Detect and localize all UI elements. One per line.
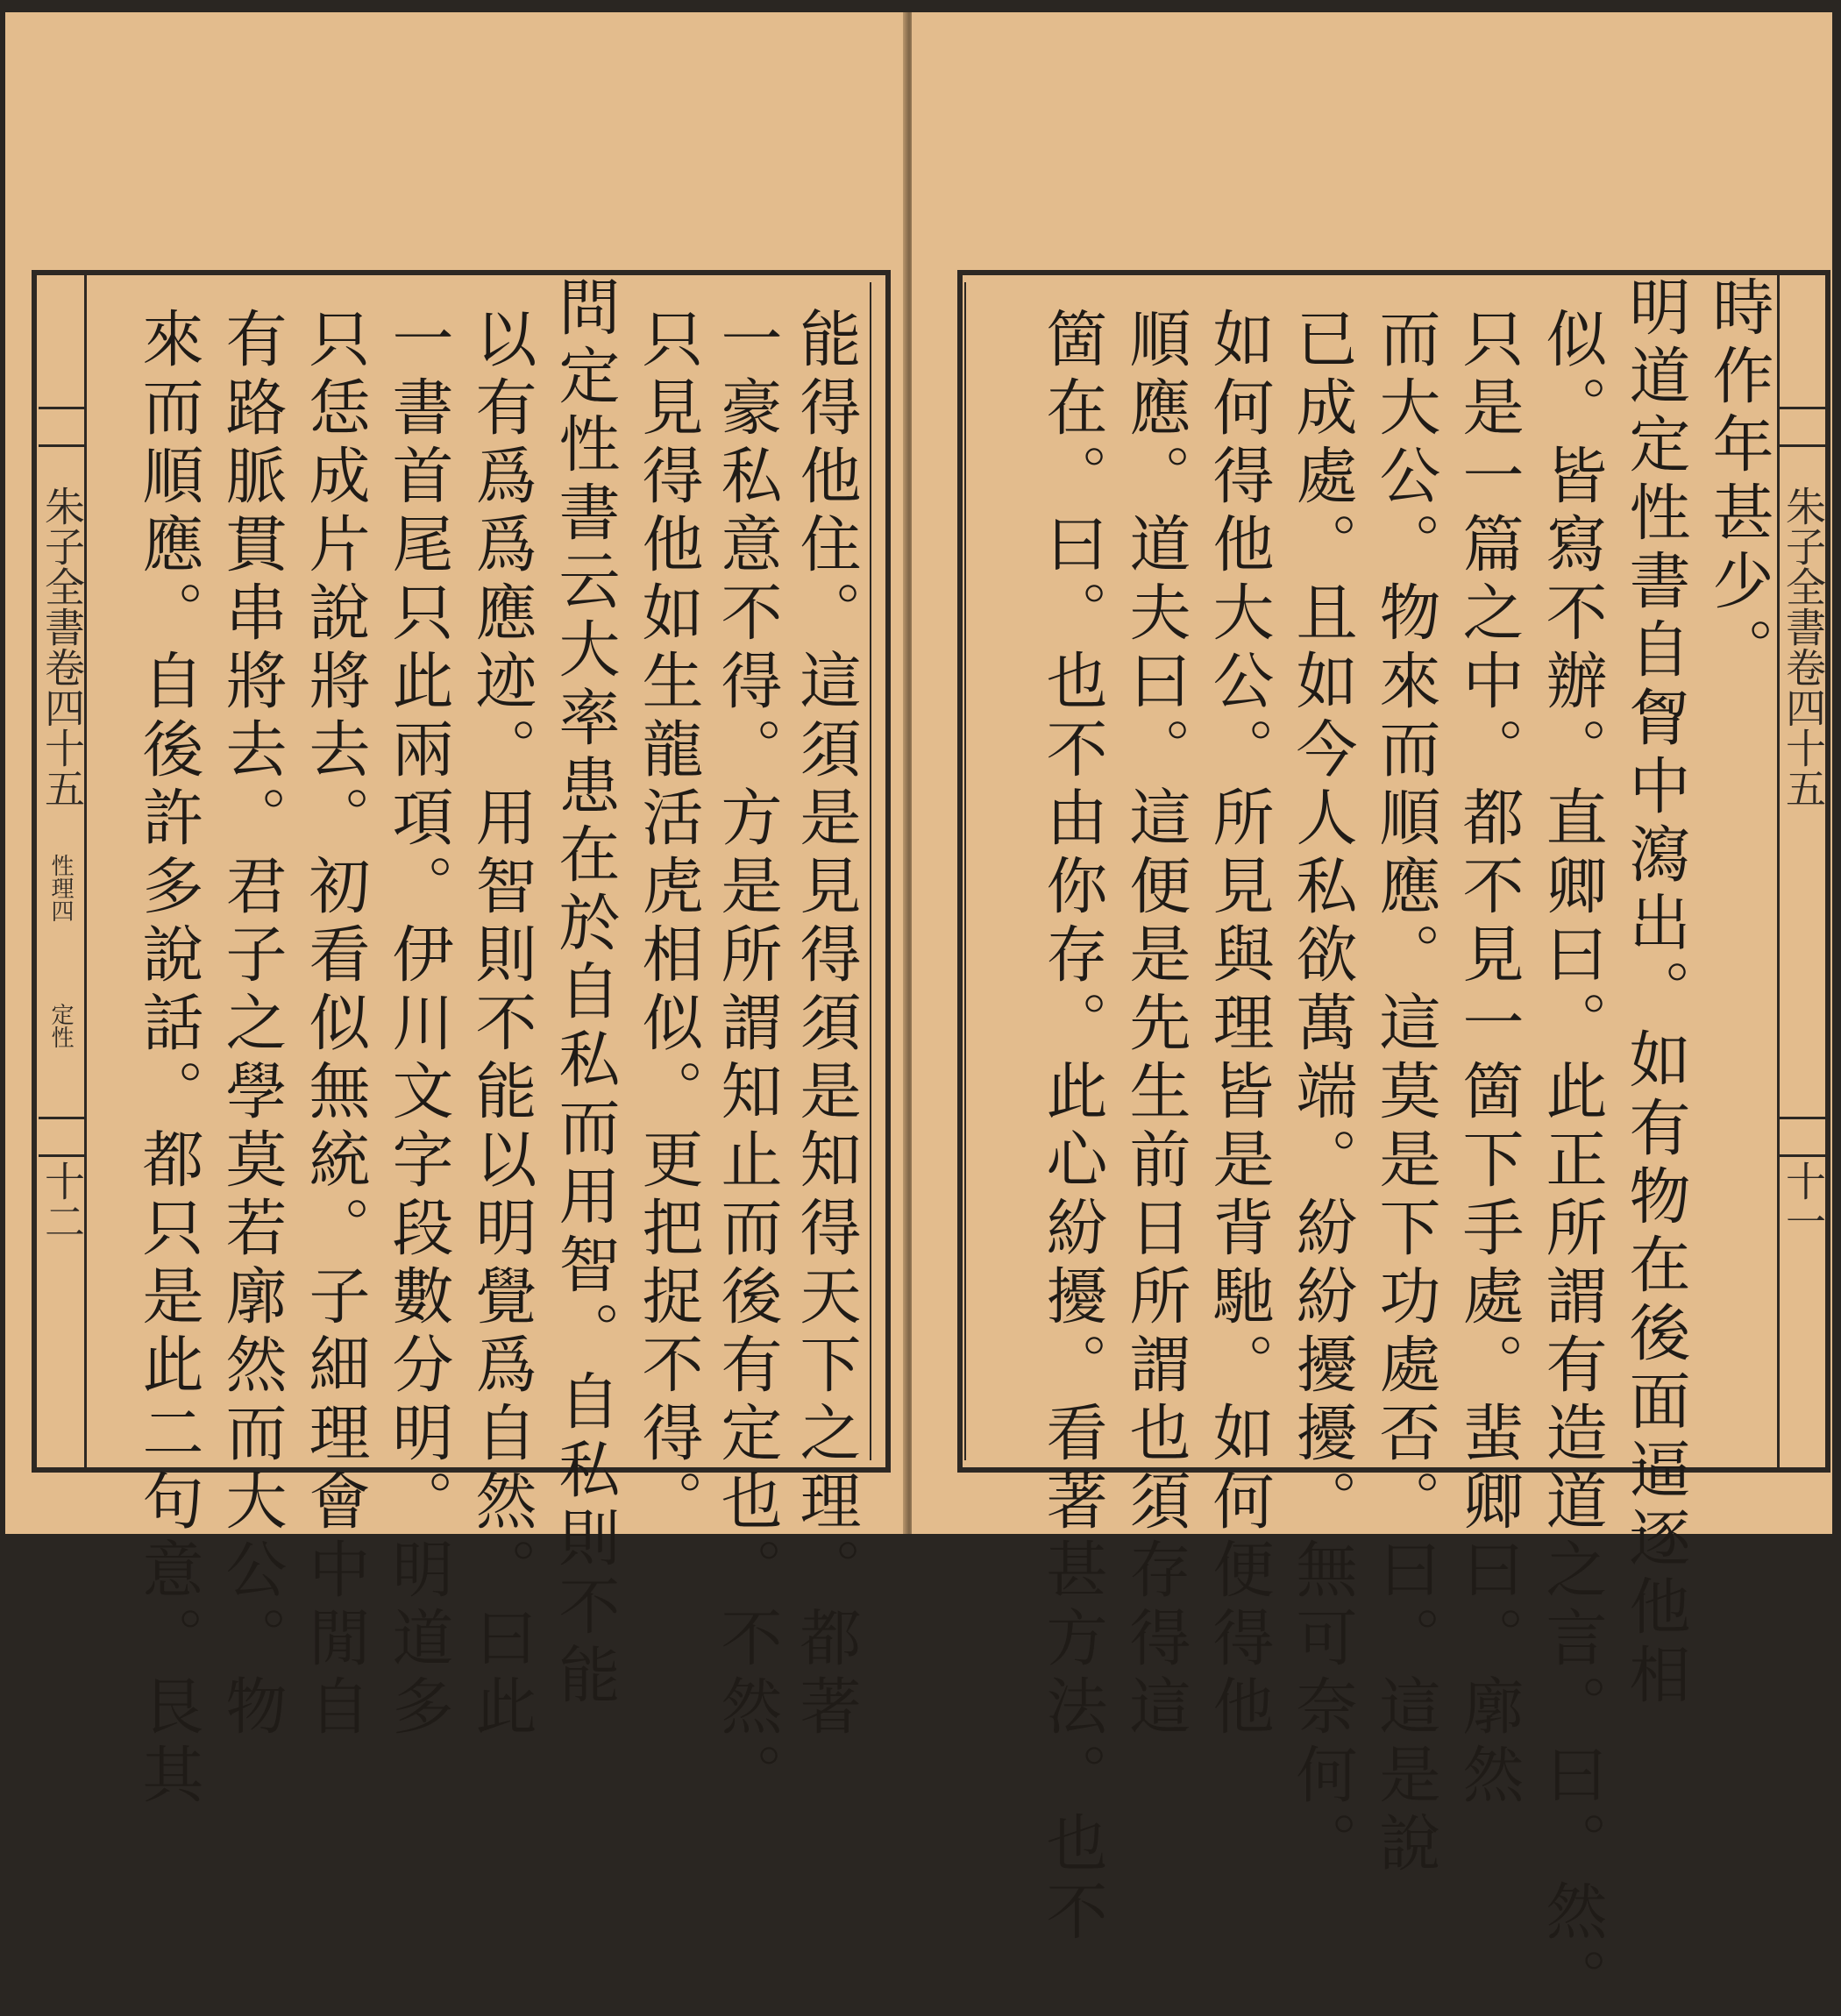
left-col-2: 一豪私意不得。方是所謂知止而後有定也。不然。 xyxy=(711,307,783,1811)
left-page-gutter xyxy=(39,275,87,1467)
fish-tail-bottom xyxy=(39,1117,84,1157)
left-text-frame xyxy=(32,270,891,1811)
fish-tail-top xyxy=(39,407,84,447)
left-col-6: 一書首尾只此兩項。伊川文字段數分明。明道多 xyxy=(382,307,454,1743)
left-gutter-subsection: 定性 xyxy=(47,1003,74,1048)
left-col-4: 問定性書云大率患在於自私而用智。自私則不能 xyxy=(549,275,621,1711)
right-inner-border xyxy=(964,282,966,1460)
fish-tail-top xyxy=(1780,407,1825,447)
right-page-gutter xyxy=(1777,275,1825,1467)
right-col-6: 已成處。且如今人私欲萬端。紛紛擾擾。無可奈何。 xyxy=(1286,307,1358,1879)
right-gutter-title: 朱子全書卷四十五 xyxy=(1780,486,1827,808)
right-col-4: 只是一篇之中。都不見一箇下手處。蜚卿曰。廓然 xyxy=(1453,307,1525,1811)
right-gutter-page-number: 十一 xyxy=(1780,1161,1827,1241)
right-col-9: 箇在。曰。也不由你存。此心紛擾。看著甚方法。也不 xyxy=(1036,307,1108,1948)
right-col-1: 時作年甚少。 xyxy=(1702,275,1774,685)
right-page xyxy=(912,12,1832,2016)
left-col-7: 只恁成片說將去。初看似無統。子細理會中閒自 xyxy=(299,307,371,1743)
left-col-8: 有路脈貫串將去。君子之學莫若廓然而大公。物 xyxy=(216,307,288,1743)
right-col-3: 似。皆寫不辦。直卿曰。此正所謂有造道之言。曰。然。 xyxy=(1536,307,1608,2016)
left-col-1: 能得他住。這須是見得須是知得天下之理。都著 xyxy=(790,307,862,1743)
left-col-9: 來而順應。自後許多說話。都只是此二句意。艮其 xyxy=(132,307,204,1811)
right-col-2: 明道定性書自胷中瀉出。如有物在後面逼逐他相 xyxy=(1619,275,1691,1711)
fish-tail-bottom xyxy=(1780,1117,1825,1157)
left-col-5: 以有爲爲應迹。用智則不能以明覺爲自然。曰此 xyxy=(466,307,537,1743)
right-col-8: 順應。道夫曰。這便是先生前日所謂也須存得這 xyxy=(1120,307,1191,1743)
right-text-frame xyxy=(957,270,1830,2016)
left-gutter-section: 性理四 xyxy=(47,854,74,922)
left-page xyxy=(5,12,909,1811)
left-inner-border xyxy=(870,282,871,1460)
left-col-3: 只見得他如生龍活虎相似。更把捉不得。 xyxy=(632,307,704,1537)
left-gutter-title: 朱子全書卷四十五 xyxy=(39,486,86,808)
left-gutter-page-number: 十二 xyxy=(39,1161,86,1241)
right-col-7: 如何得他大公。所見與理皆是背馳。如何便得他 xyxy=(1203,307,1275,1743)
right-col-5: 而大公。物來而順應。這莫是下功處否。曰。這是說 xyxy=(1369,307,1441,1879)
